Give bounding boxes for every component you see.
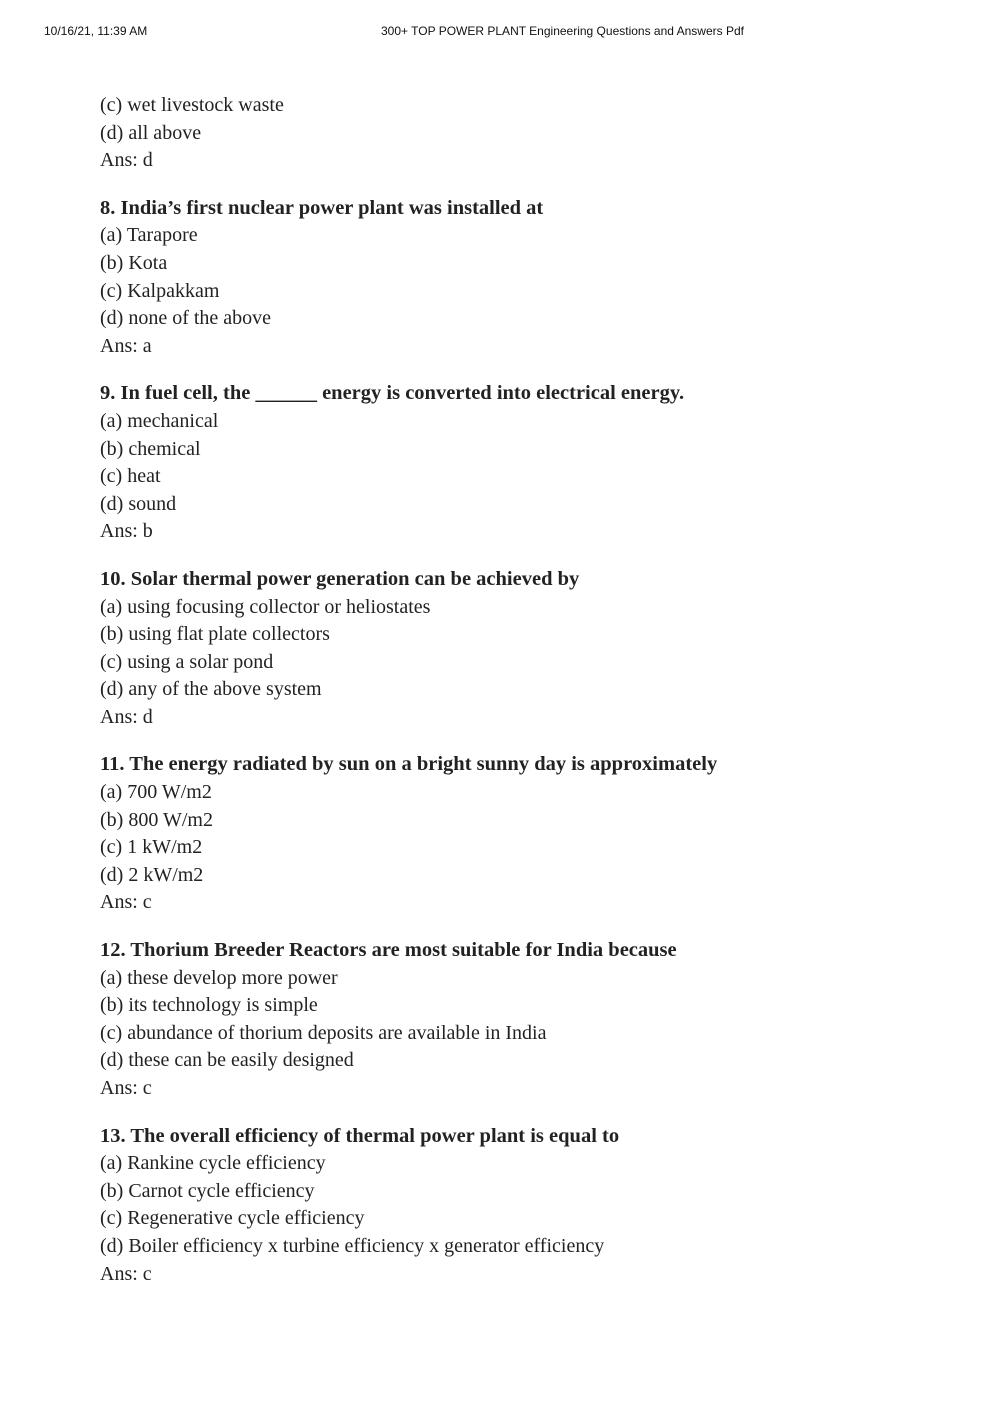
option-b: (b) using flat plate collectors [100,623,330,646]
option-c: (c) wet livestock waste [100,94,284,116]
document-title: 300+ TOP POWER PLANT Engineering Questions and Answers Pdf [381,24,744,38]
option-a: (a) Tarapore [100,224,198,247]
option-a: (a) these develop more power [100,966,338,989]
option-c: (c) abundance of thorium deposits are available in India [100,1021,547,1044]
question-9 [100,380,930,546]
question-title: 11. The energy radiated by sun on a bright sunny day is approximately [100,753,718,776]
print-header [0,24,992,40]
option-b: (b) 800 W/m2 [100,808,213,831]
option-a: (a) Rankine cycle efficiency [100,1152,326,1175]
option-a: (a) 700 W/m2 [100,781,212,804]
option-a: (a) mechanical [100,409,219,432]
question-title: 8. India’s first nuclear power plant was installed at [100,196,544,219]
answer: Ans: a [100,334,152,357]
option-d: (d) these can be easily designed [100,1049,354,1072]
option-c: (c) heat [100,465,161,488]
option-d: (d) Boiler efficiency x turbine efficiency x generator efficiency [100,1234,605,1257]
answer: Ans: b [100,520,153,543]
question-title: 12. Thorium Breeder Reactors are most suitable for India because [100,939,677,962]
option-c: (c) 1 kW/m2 [100,836,203,859]
answer: Ans: d [100,705,153,728]
option-b: (b) its technology is simple [100,994,318,1017]
option-b: (b) chemical [100,437,201,460]
option-b: (b) Carnot cycle efficiency [100,1179,315,1202]
option-c: (c) Kalpakkam [100,279,220,302]
answer: Ans: d [100,149,153,172]
option-d: (d) none of the above [100,307,272,330]
option-d: (d) 2 kW/m2 [100,863,204,886]
answer: Ans: c [100,1077,152,1099]
question-8 [100,195,930,361]
print-datetime: 10/16/21, 11:39 AM [44,24,148,38]
option-d: (d) sound [100,492,177,515]
question-title: 13. The overall efficiency of thermal power plant is equal to [100,1124,620,1147]
question-12 [100,937,930,1103]
question-title: 10. Solar thermal power generation can be achieved by [100,567,580,590]
question-10 [100,566,930,732]
question-title: 9. In fuel cell, the ______ energy is converted into electrical energy. [100,382,685,405]
answer: Ans: c [100,891,152,914]
answer: Ans: c [100,1262,152,1285]
option-c: (c) using a solar pond [100,650,274,673]
question-13 [100,1123,930,1289]
option-c: (c) Regenerative cycle efficiency [100,1207,365,1230]
option-b: (b) Kota [100,251,168,274]
option-a: (a) using focusing collector or heliostates [100,595,431,618]
question-11 [100,751,930,917]
continued-question [100,92,930,175]
option-d: (d) all above [100,121,202,144]
question-content [100,92,930,1288]
option-d: (d) any of the above system [100,678,322,701]
